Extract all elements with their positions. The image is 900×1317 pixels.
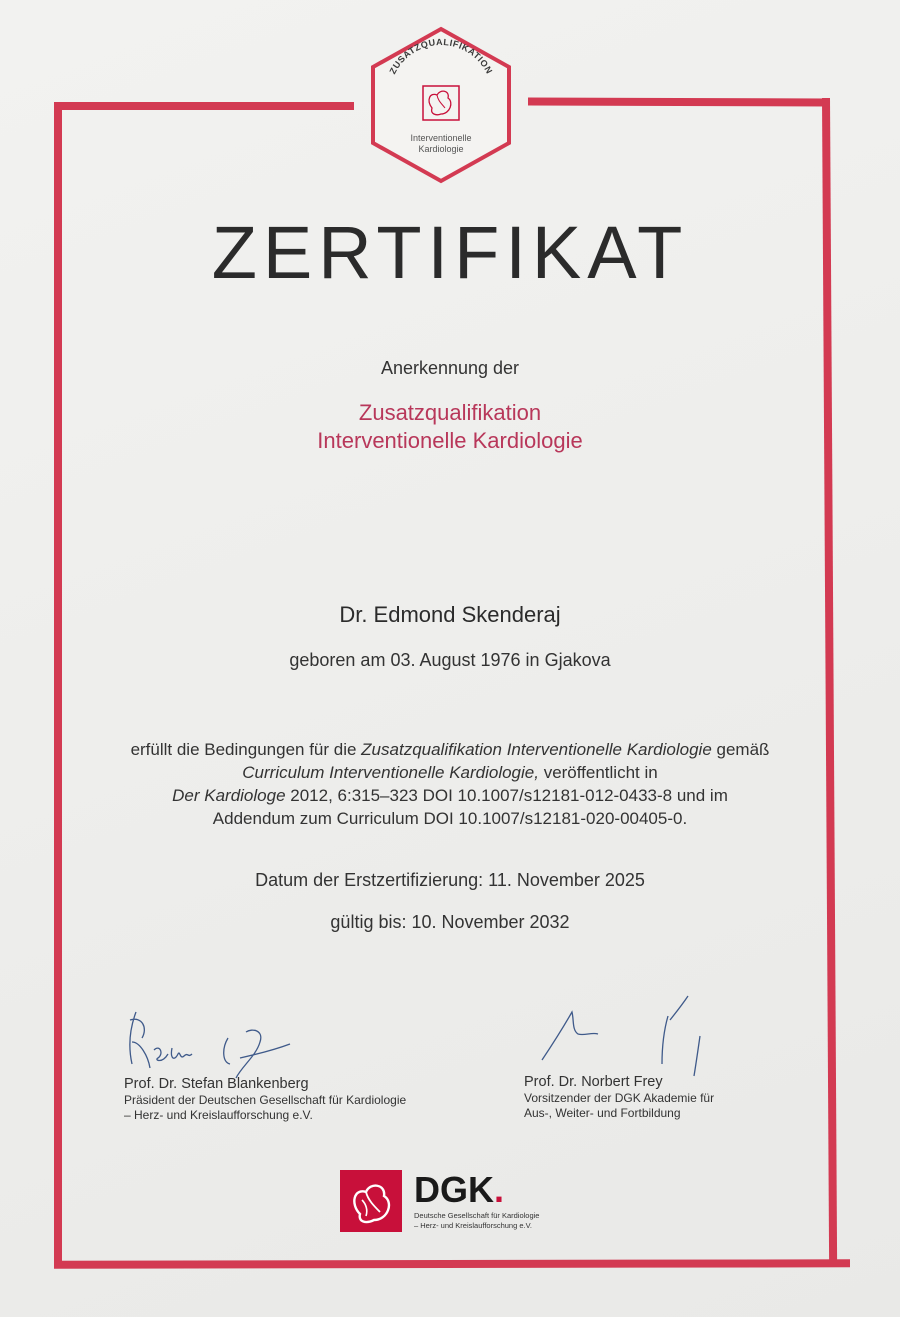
body-line1-pre: erfüllt die Bedingungen für die (130, 740, 362, 759)
qualification-line1: Zusatzqualifikation (358, 400, 542, 425)
body-line2-post: veröffentlicht in (538, 763, 658, 782)
signatory-left-role2: – Herz- und Kreislaufforschung e.V. (124, 1108, 313, 1122)
signature-right-icon (532, 990, 722, 1080)
certificate-title: ZERTIFIKAT (211, 211, 689, 294)
dgk-heart-icon (340, 1170, 402, 1232)
body-line2-italic: Curriculum Interventionelle Kardiologie, (242, 763, 539, 782)
signatory-left-name: Prof. Dr. Stefan Blankenberg (124, 1076, 309, 1092)
frame-top-right (528, 97, 828, 106)
signatory-right (524, 1074, 784, 1121)
signatory-left-role1: Präsident der Deutschen Gesellschaft für Kardiologie (124, 1093, 407, 1107)
valid-until-date: gültig bis: 10. November 2032 (330, 912, 570, 932)
dgk-abbr-dot: . (494, 1169, 505, 1210)
dgk-abbr (414, 1170, 504, 1210)
body-line1-italic: Zusatzqualifikation Interventionelle Kardiologie (361, 740, 712, 759)
certification-body (70, 738, 830, 830)
badge-line1: Interventionelle (410, 133, 472, 143)
body-line3-italic: Der Kardiologe (172, 786, 286, 805)
dgk-subtitle-line1: Deutsche Gesellschaft für Kardiologie (414, 1211, 540, 1220)
body-line1 (70, 738, 830, 761)
signatory-right-name: Prof. Dr. Norbert Frey (524, 1074, 663, 1090)
dgk-abbr-text: DGK (414, 1169, 494, 1210)
hexagon-badge-icon (368, 26, 514, 184)
body-line3 (70, 784, 830, 807)
body-line2 (70, 761, 830, 784)
dgk-subtitle-line2: – Herz- und Kreislaufforschung e.V. (414, 1221, 532, 1230)
recipient-name: Dr. Edmond Skenderaj (339, 602, 561, 627)
frame-bottom (54, 1259, 850, 1268)
signatory-right-role1: Vorsitzender der DGK Akademie für (524, 1091, 715, 1105)
body-line3-post: 2012, 6:315–323 DOI 10.1007/s12181-012-0433-8 und im (285, 786, 728, 805)
qualification-badge (368, 26, 514, 184)
qualification-line2: Interventionelle Kardiologie (317, 428, 583, 453)
badge-arc-text: ZUSATZQUALIFIKATION (387, 36, 495, 76)
body-line1-post: gemäß (711, 740, 770, 759)
first-certification-date: Datum der Erstzertifizierung: 11. November 2025 (255, 870, 645, 890)
signatory-right-role2: Aus-, Weiter- und Fortbildung (524, 1106, 681, 1120)
recipient-birth: geboren am 03. August 1976 in Gjakova (289, 650, 611, 670)
dgk-logo (340, 1170, 580, 1234)
badge-line2: Kardiologie (418, 144, 464, 154)
frame-top-left (54, 102, 354, 110)
signature-left-icon (118, 998, 308, 1084)
recognition-text: Anerkennung der (380, 358, 520, 378)
signatory-left (124, 1076, 454, 1123)
body-line4: Addendum zum Curriculum DOI 10.1007/s12181-020-00405-0. (212, 809, 688, 828)
